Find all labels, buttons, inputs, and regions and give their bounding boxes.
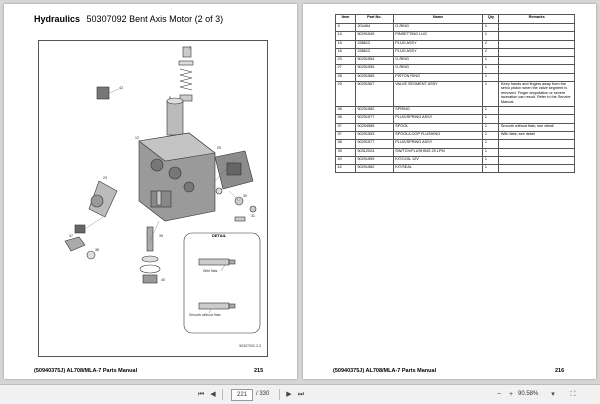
cell-remarks: With flats; see detail (499, 131, 575, 139)
cell-name: PLUG/SPRING ASSY (393, 115, 483, 123)
footer-manual: (50940375J) AL708/MLA-7 Parts Manual (333, 368, 437, 374)
cell-remarks: Keep hands and fingers away from the servo piston when the valve segment is removed. Finger amputation or severe laceration can result. Refer to the Service Manual. (499, 82, 575, 107)
cell-remarks (499, 40, 575, 48)
cell-part-no: 50291555 (355, 65, 393, 73)
cell-remarks: Smooth without flats; see detail (499, 123, 575, 131)
parts-table (335, 14, 575, 173)
cell-qty: 2 (483, 40, 499, 48)
table-row (336, 140, 575, 148)
cell-remarks (499, 73, 575, 81)
diagram-drawing (39, 41, 267, 356)
parts-table-body (336, 24, 575, 173)
cell-item: 29 (336, 82, 356, 107)
cell-name: O-RING (393, 57, 483, 65)
cell-item: 35 (336, 107, 356, 115)
section-title: Hydraulics (34, 14, 81, 24)
cell-qty: 1 (483, 73, 499, 81)
table-header-row (336, 15, 575, 24)
cell-qty: 1 (483, 65, 499, 73)
cell-qty: 1 (483, 148, 499, 156)
cell-name: SPRING (393, 107, 483, 115)
cell-name: SPOOL/LOOP FLUSHING (393, 131, 483, 139)
cell-part-no: 50291565 (355, 73, 393, 81)
previous-page-button[interactable]: ◀ (210, 391, 216, 398)
cell-item: 14 (336, 32, 356, 40)
exploded-parts-diagram (38, 40, 268, 357)
figure-reference-code: 50307092-2-3 (239, 344, 261, 348)
cell-name: SPOOL (393, 123, 483, 131)
cell-remarks (499, 32, 575, 40)
cell-qty: 1 (483, 107, 499, 115)
cell-item: 37 (336, 123, 356, 131)
cell-qty: 1 (483, 82, 499, 107)
cell-item: 38 (336, 140, 356, 148)
table-row (336, 73, 575, 81)
table-row (336, 123, 575, 131)
cell-part-no: 50291577 (355, 140, 393, 148)
cell-part-no: 50291559 (355, 156, 393, 164)
cell-remarks (499, 140, 575, 148)
col-partno-header: Part No. (355, 15, 393, 24)
fit-page-icon[interactable]: ⛶ (570, 391, 576, 398)
cell-item: 15 (336, 40, 356, 48)
table-row (336, 82, 575, 107)
cell-item: 3 (336, 24, 356, 32)
cell-item: 42 (336, 165, 356, 173)
cell-name: PINSETTING LUG (393, 32, 483, 40)
svg-text:42: 42 (119, 86, 123, 90)
cell-part-no: 204464 (355, 24, 393, 32)
table-row (336, 40, 575, 48)
svg-text:38: 38 (95, 248, 99, 252)
table-row (336, 48, 575, 56)
cell-name: KIT/SEAL (393, 165, 483, 173)
cell-item: 40 (336, 156, 356, 164)
zoom-dropdown-chevron-icon[interactable]: ▾ (551, 391, 555, 398)
cell-qty: 1 (483, 32, 499, 40)
cell-qty: 1 (483, 24, 499, 32)
right-page (303, 4, 596, 379)
cell-part-no: 50294585 (355, 123, 393, 131)
last-page-button[interactable]: ⏭ (297, 391, 305, 398)
svg-text:31: 31 (251, 214, 255, 218)
cell-item: 16 (336, 48, 356, 56)
cell-remarks (499, 24, 575, 32)
cell-part-no: 50291567 (355, 82, 393, 107)
cell-part-no: 50312024 (355, 148, 393, 156)
cell-part-no: 50291553 (355, 131, 393, 139)
cell-qty: 1 (483, 123, 499, 131)
cell-part-no: 238612 (355, 48, 393, 56)
cell-part-no: 238612 (355, 40, 393, 48)
cell-qty: 2 (483, 48, 499, 56)
svg-text:37: 37 (69, 234, 73, 238)
table-row (336, 107, 575, 115)
table-row (336, 24, 575, 32)
left-page (4, 4, 297, 379)
cell-item: 23 (336, 57, 356, 65)
page-total: / 330 (256, 391, 270, 397)
svg-text:39: 39 (159, 234, 163, 238)
cell-name: PLUG ASSY (393, 40, 483, 48)
cell-name: O-RING (393, 65, 483, 73)
cell-qty: 1 (483, 140, 499, 148)
cell-remarks (499, 48, 575, 56)
cell-item: 37 (336, 131, 356, 139)
cell-remarks (499, 107, 575, 115)
cell-item: 36 (336, 115, 356, 123)
page-number-input[interactable]: 221 (231, 389, 253, 401)
svg-text:29: 29 (217, 146, 221, 150)
cell-item: 28 (336, 73, 356, 81)
cell-qty: 1 (483, 165, 499, 173)
cell-qty: 1 (483, 57, 499, 65)
col-item-header: Item (336, 15, 356, 24)
cell-qty: 1 (483, 156, 499, 164)
cell-remarks (499, 115, 575, 123)
cell-remarks (499, 57, 575, 65)
cell-name: PLUG ASSY (393, 48, 483, 56)
cell-part-no: 50291554 (355, 57, 393, 65)
cell-name: VALVE SEGMENT ASSY (393, 82, 483, 107)
cell-remarks (499, 148, 575, 156)
cell-remarks (499, 65, 575, 73)
first-page-button[interactable]: ⏮ (197, 391, 205, 398)
page-header (34, 14, 223, 24)
cell-name: PLUG/SPRING ASSY (393, 140, 483, 148)
zoom-level[interactable]: 90.58% (518, 391, 539, 397)
footer-manual: (50940375J) AL708/MLA-7 Parts Manual (34, 368, 138, 374)
footer-page-number: 216 (555, 368, 565, 374)
svg-text:40: 40 (161, 278, 165, 282)
svg-text:30: 30 (243, 194, 247, 198)
svg-text:7: 7 (189, 46, 191, 50)
cell-qty: 1 (483, 115, 499, 123)
cell-name: KIT/COIL 12V (393, 156, 483, 164)
cell-part-no: 50291577 (355, 115, 393, 123)
cell-qty: 1 (483, 131, 499, 139)
next-page-button[interactable]: ▶ (286, 391, 292, 398)
cell-name: SW/TCH/FLUSHING 20 LPM (393, 148, 483, 156)
cell-remarks (499, 156, 575, 164)
table-row (336, 32, 575, 40)
figure-title: 50307092 Bent Axis Motor (2 of 3) (86, 14, 224, 24)
cell-part-no: 50291582 (355, 165, 393, 173)
svg-text:8: 8 (169, 96, 171, 100)
detail-label: DETAIL (212, 233, 227, 238)
cell-remarks (499, 165, 575, 173)
smooth-label: Smooth without flats (189, 313, 221, 317)
table-row (336, 115, 575, 123)
cell-part-no: 50291582 (355, 107, 393, 115)
table-row (336, 148, 575, 156)
toolbar-divider (222, 389, 223, 400)
svg-text:12: 12 (135, 136, 139, 140)
cell-name: PISTON RING (393, 73, 483, 81)
svg-text:23: 23 (103, 176, 107, 180)
table-row (336, 65, 575, 73)
cell-name: O-RING (393, 24, 483, 32)
table-row (336, 165, 575, 173)
col-remarks-header: Remarks (499, 15, 575, 24)
col-name-header: Name (393, 15, 483, 24)
footer-page-number: 215 (254, 368, 264, 374)
cell-part-no: 50291549 (355, 32, 393, 40)
zoom-out-icon[interactable]: − (496, 391, 502, 398)
table-row (336, 57, 575, 65)
table-row (336, 131, 575, 139)
table-row (336, 156, 575, 164)
cell-item: 27 (336, 65, 356, 73)
pdf-viewer-toolbar (0, 384, 600, 404)
col-qty-header: Qty (483, 15, 499, 24)
with-flats-label: With flats (203, 269, 218, 273)
zoom-in-icon[interactable]: + (508, 391, 514, 398)
toolbar-divider (279, 389, 280, 400)
cell-item: 39 (336, 148, 356, 156)
